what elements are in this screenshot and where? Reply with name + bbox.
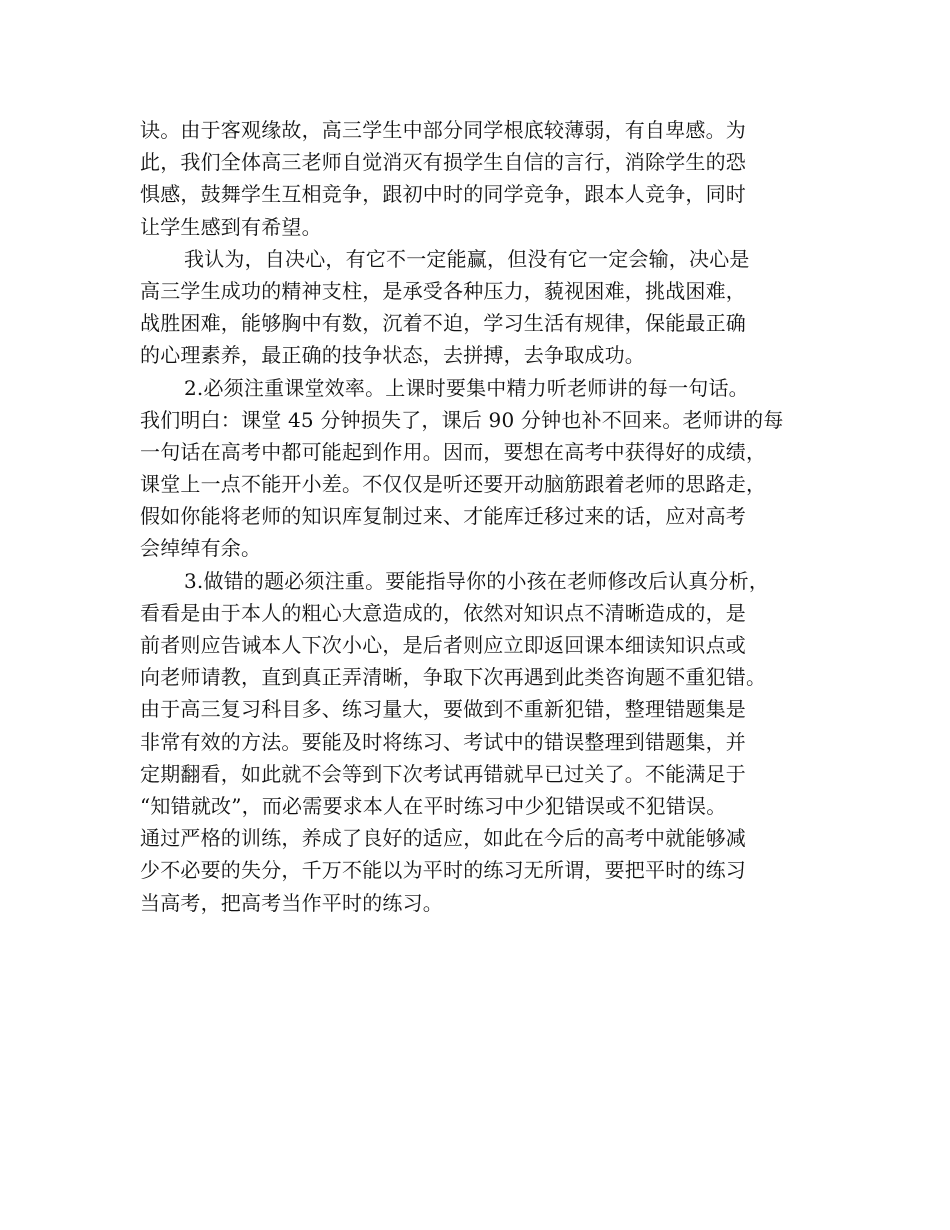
- text-line: 非常有效的方法。要能及时将练习、考试中的错误整理到错题集，并: [140, 729, 746, 754]
- text-line: 看看是由于本人的粗心大意造成的，依然对知识点不清晰造成的，是: [140, 600, 746, 625]
- text-line: 战胜困难，能够胸中有数，沉着不迫，学习生活有规律，保能最正确: [140, 311, 746, 336]
- text-line: “知错就改”，而必需要求本人在平时练习中少犯错误或不犯错误。: [140, 793, 727, 818]
- text-line: 通过严格的训练，养成了良好的适应，如此在今后的高考中就能够减: [140, 826, 746, 851]
- text-line: 定期翻看，如此就不会等到下次考试再错就早已过关了。不能满足于: [140, 761, 746, 786]
- text-line: 诀。由于客观缘故，高三学生中部分同学根底较薄弱，有自卑感。为: [140, 118, 746, 142]
- text-line: 少不必要的失分，千万不能以为平时的练习无所谓，要把平时的练习: [140, 858, 746, 883]
- text-line: 高三学生成功的精神支柱，是承受各种压力，藐视困难，挑战困难，: [140, 278, 746, 303]
- text-line: 我们明白：课堂 45 分钟损失了，课后 90 分钟也补不回来。老师讲的每: [140, 407, 784, 432]
- paragraph-start-line: 2.必须注重课堂效率。上课时要集中精力听老师讲的每一句话。: [184, 375, 749, 400]
- document-body: [140, 114, 810, 919]
- text-line: 此，我们全体高三老师自觉消灭有损学生自信的言行，消除学生的恐: [140, 150, 746, 175]
- text-line: 向老师请教，直到真正弄清晰，争取下次再遇到此类咨询题不重犯错。: [140, 665, 767, 690]
- text-line: 让学生感到有希望。: [140, 214, 322, 239]
- text-line: 会绰绰有余。: [140, 536, 262, 561]
- paragraph-start-line: 3.做错的题必须注重。要能指导你的小孩在老师修改后认真分析，: [184, 568, 770, 593]
- text-line: 的心理素养，最正确的技争状态，去拼搏，去争取成功。: [140, 343, 645, 368]
- text-line: 惧感，鼓舞学生互相竞争，跟初中时的同学竞争，跟本人竞争，同时: [140, 182, 746, 207]
- paragraph-start-line: 我认为，自决心，有它不一定能赢，但没有它一定会输，决心是: [184, 246, 750, 271]
- text-line: 假如你能将老师的知识库复制过来、才能库迁移过来的话，应对高考: [140, 504, 746, 529]
- text-line: 当高考，把高考当作平时的练习。: [140, 890, 443, 915]
- text-line: 课堂上一点不能开小差。不仅仅是听还要开动脑筋跟着老师的思路走，: [140, 472, 767, 497]
- text-line: 一句话在高考中都可能起到作用。因而，要想在高考中获得好的成绩，: [140, 439, 767, 464]
- text-line: 前者则应告诫本人下次小心，是后者则应立即返回课本细读知识点或: [140, 633, 746, 657]
- text-line: 由于高三复习科目多、练习量大，要做到不重新犯错，整理错题集是: [140, 697, 746, 722]
